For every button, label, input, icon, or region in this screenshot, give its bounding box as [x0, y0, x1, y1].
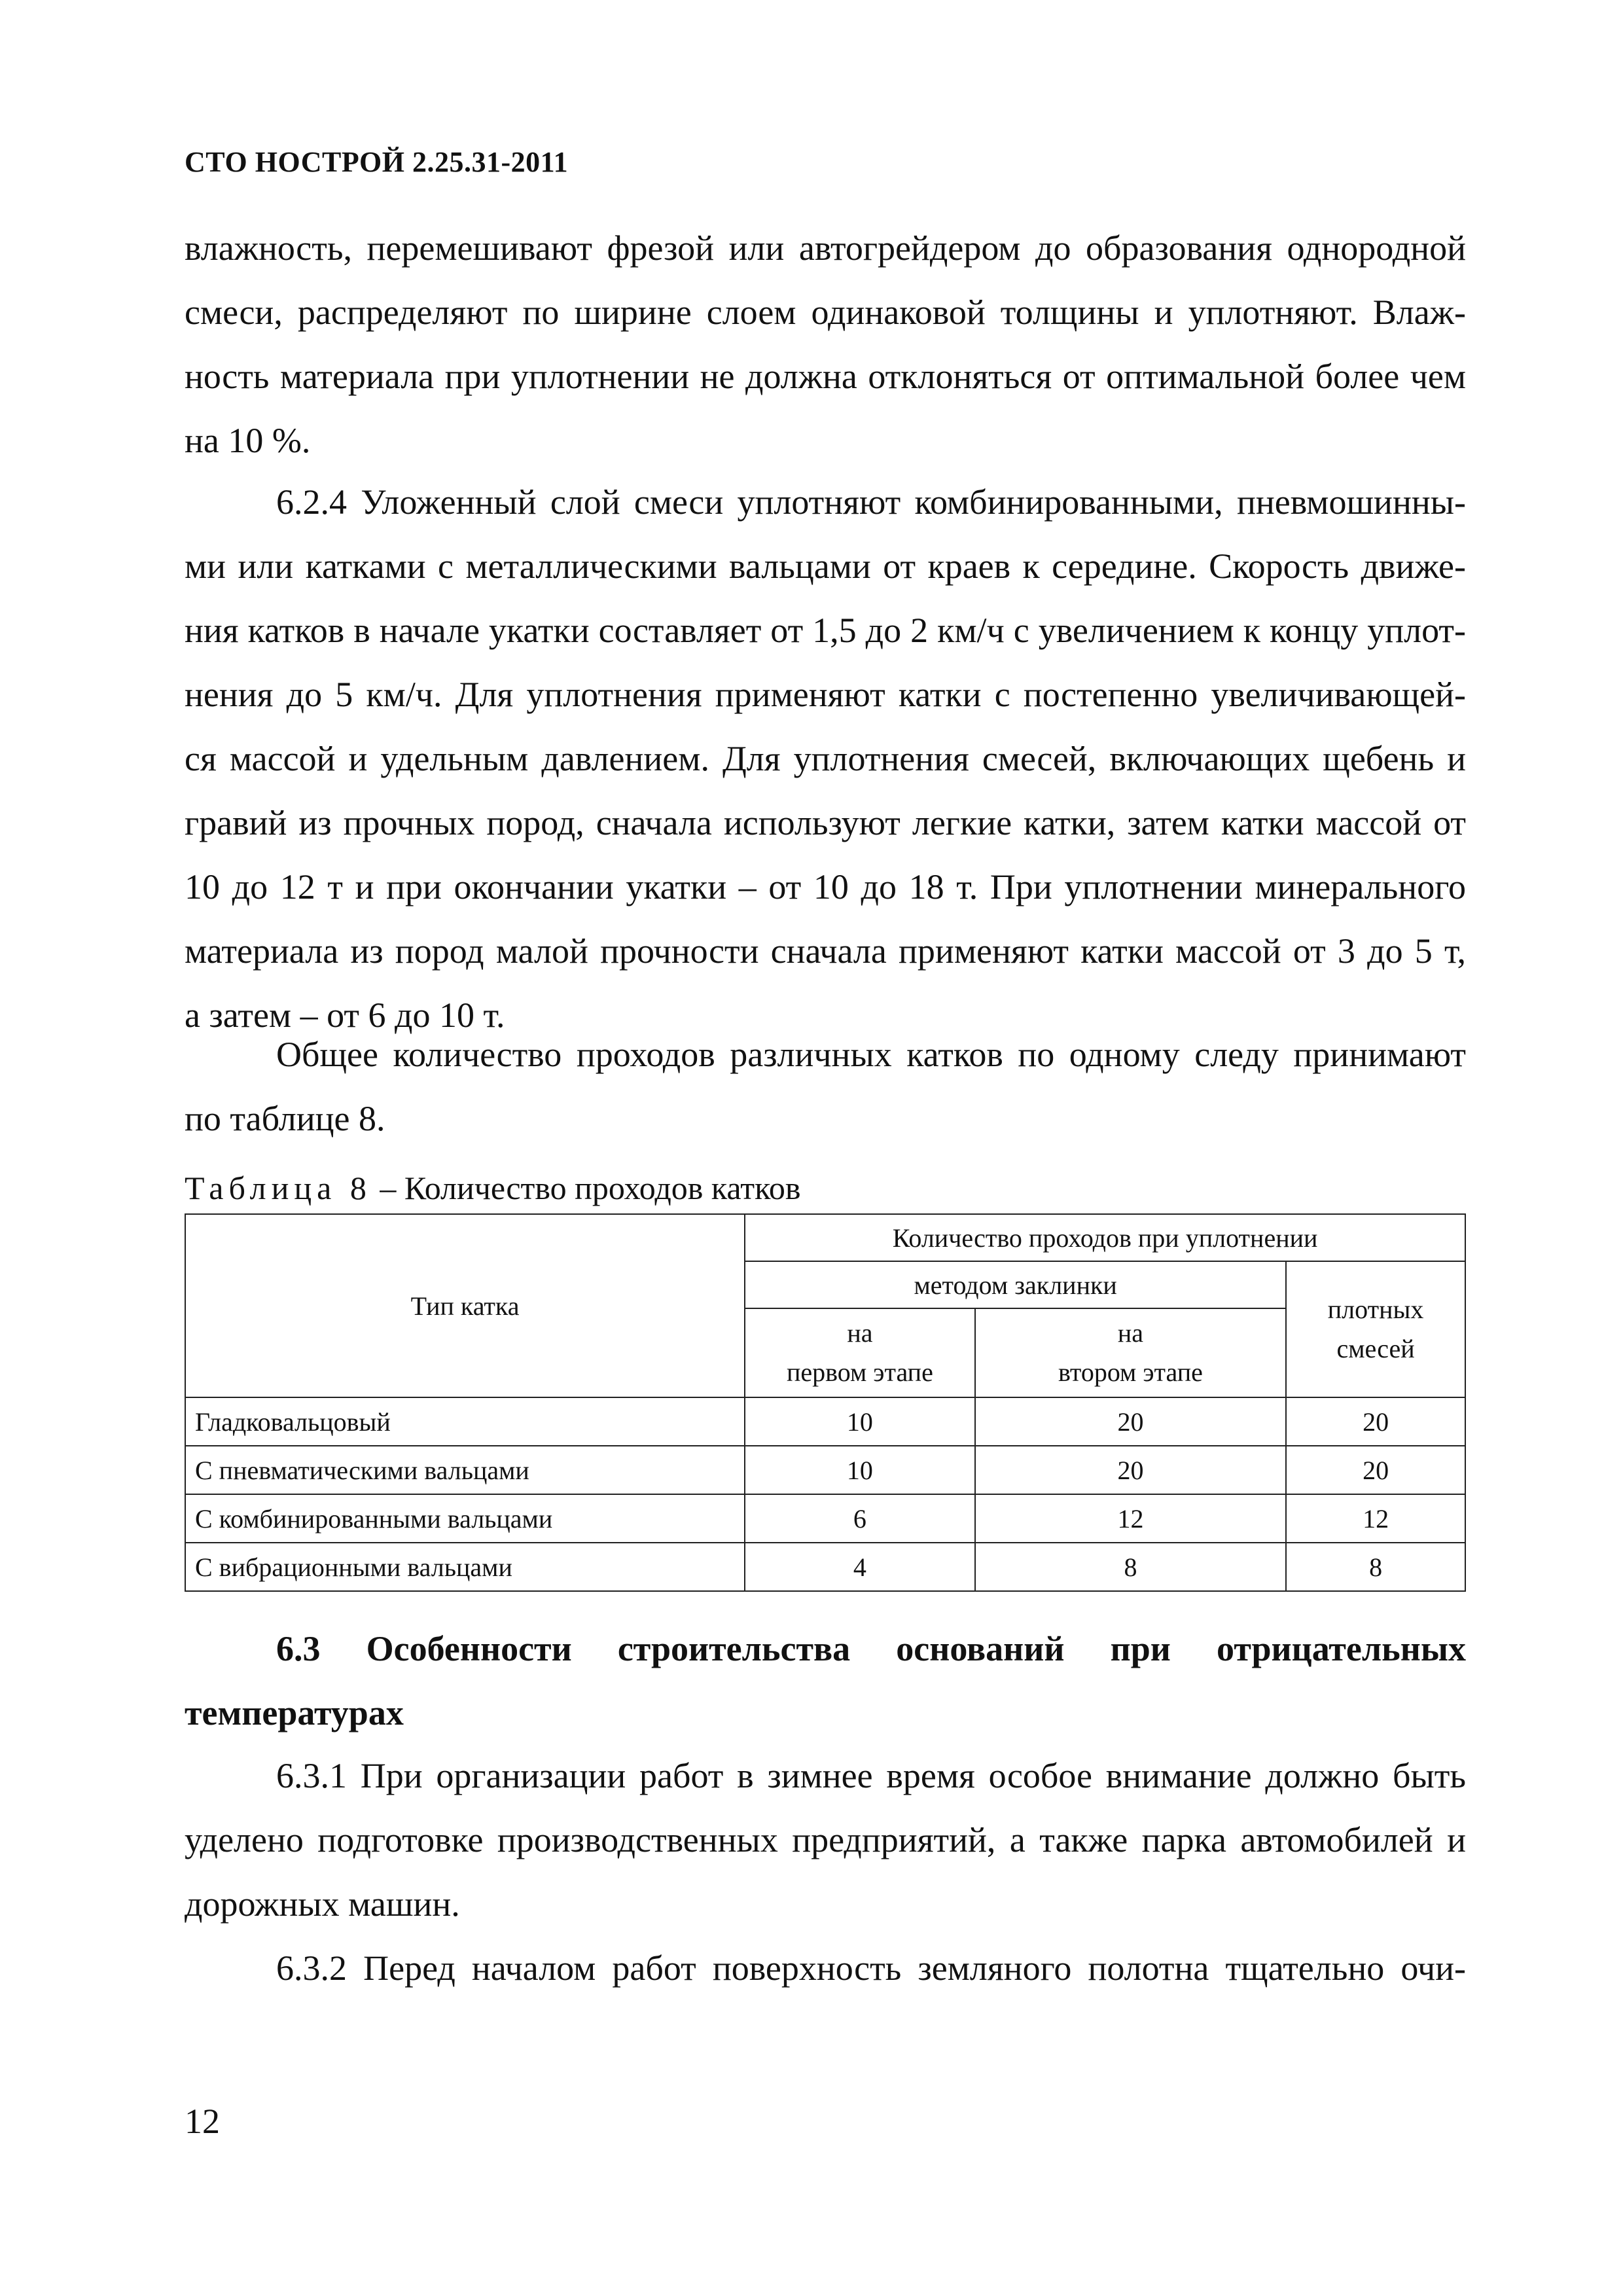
- text-line: ность материала при уплотнении не должна отклоняться от оптимальной более чем: [185, 357, 1466, 396]
- table-row: [185, 1494, 1465, 1543]
- text-line: ми или катками с металлическими вальцами от краев к середине. Скорость движе-: [185, 547, 1466, 586]
- text-line: 6.3.1 При организации работ в зимнее время особое внимание должно быть: [276, 1756, 1466, 1795]
- text-line: Общее количество проходов различных катков по одному следу принимают: [276, 1035, 1466, 1074]
- cell-dense: 20: [1286, 1397, 1465, 1446]
- text-line: ния катков в начале укатки составляет от 1,5 до 2 км/ч с увеличением к концу уплот-: [185, 611, 1466, 650]
- text-line: 10 до 12 т и при окончании укатки – от 10 до 18 т. При уплотнении минерального: [185, 867, 1466, 906]
- text-line: 6.2.4 Уложенный слой смеси уплотняют комбинированными, пневмошинны-: [276, 482, 1466, 522]
- header-wedge-method: методом заклинки: [745, 1261, 1286, 1308]
- roller-passes-table: [185, 1213, 1466, 1592]
- cell-roller-type: С пневматическими вальцами: [185, 1446, 745, 1494]
- cell-roller-type: С вибрационными вальцами: [185, 1543, 745, 1591]
- text-line: на 10 %.: [185, 421, 311, 460]
- header-stage-1: [745, 1308, 975, 1397]
- header-stage-line: первом этапе: [786, 1357, 933, 1387]
- text-line: по таблице 8.: [185, 1099, 385, 1138]
- text-line: нения до 5 км/ч. Для уплотнения применяют катки с постепенно увеличивающей-: [185, 675, 1466, 714]
- header-dense-mixes: [1286, 1261, 1465, 1397]
- cell-dense: 8: [1286, 1543, 1465, 1591]
- paragraph-total-passes: [185, 1022, 1466, 1151]
- text-line: а затем – от 6 до 10 т.: [185, 996, 505, 1035]
- table-caption-label: Таблица 8: [185, 1170, 372, 1206]
- heading-line: 6.3 Особенности строительства оснований при отрицательных: [276, 1629, 1466, 1668]
- cell-stage-2: 12: [975, 1494, 1286, 1543]
- header-roller-type: Тип катка: [185, 1214, 745, 1397]
- text-line: 6.3.2 Перед началом работ поверхность земляного полотна тщательно очи-: [276, 1948, 1466, 1988]
- table-row: [185, 1543, 1465, 1591]
- cell-stage-2: 20: [975, 1397, 1286, 1446]
- paragraph-6-2-4: [185, 470, 1466, 1047]
- text-line: дорожных машин.: [185, 1884, 460, 1924]
- table-row: [185, 1446, 1465, 1494]
- text-line: ся массой и удельным давлением. Для уплотнения смесей, включающих щебень и: [185, 739, 1466, 778]
- cell-roller-type: С комбинированными вальцами: [185, 1494, 745, 1543]
- text-line: гравий из прочных пород, сначала используют легкие катки, затем катки массой от: [185, 803, 1466, 842]
- text-line: уделено подготовке производственных предприятий, а также парка автомобилей и: [185, 1820, 1466, 1859]
- table-caption: [185, 1169, 801, 1207]
- cell-stage-1: 10: [745, 1446, 975, 1494]
- header-stage-line: на: [847, 1318, 873, 1348]
- section-heading-6-3: [185, 1617, 1466, 1745]
- paragraph-6-3-1: [185, 1744, 1466, 1936]
- cell-stage-2: 20: [975, 1446, 1286, 1494]
- cell-stage-1: 4: [745, 1543, 975, 1591]
- text-line: материала из пород малой прочности сначала применяют катки массой от 3 до 5 т,: [185, 931, 1466, 971]
- text-line: влажность, перемешивают фрезой или автогрейдером до образования однородной: [185, 228, 1466, 268]
- page-number: 12: [185, 2102, 220, 2141]
- cell-roller-type: Гладковальцовый: [185, 1397, 745, 1446]
- cell-stage-2: 8: [975, 1543, 1286, 1591]
- cell-dense: 12: [1286, 1494, 1465, 1543]
- cell-stage-1: 6: [745, 1494, 975, 1543]
- table-row: [185, 1397, 1465, 1446]
- cell-dense: 20: [1286, 1446, 1465, 1494]
- paragraph-6-3-2: [185, 1936, 1466, 2000]
- heading-line: температурах: [185, 1693, 404, 1732]
- cell-stage-1: 10: [745, 1397, 975, 1446]
- paragraph-moisture: [185, 216, 1466, 473]
- header-stage-2: [975, 1308, 1286, 1397]
- header-stage-line: на: [1117, 1318, 1144, 1348]
- header-stage-line: втором этапе: [1058, 1357, 1203, 1387]
- header-passes: Количество проходов при уплотнении: [745, 1214, 1465, 1261]
- header-dense-line: смесей: [1336, 1334, 1415, 1363]
- text-line: смеси, распределяют по ширине слоем одинаковой толщины и уплотняют. Влаж-: [185, 293, 1466, 332]
- header-dense-line: плотных: [1327, 1295, 1424, 1324]
- document-header: СТО НОСТРОЙ 2.25.31-2011: [185, 146, 569, 178]
- table-caption-text: – Количество проходов катков: [371, 1170, 801, 1206]
